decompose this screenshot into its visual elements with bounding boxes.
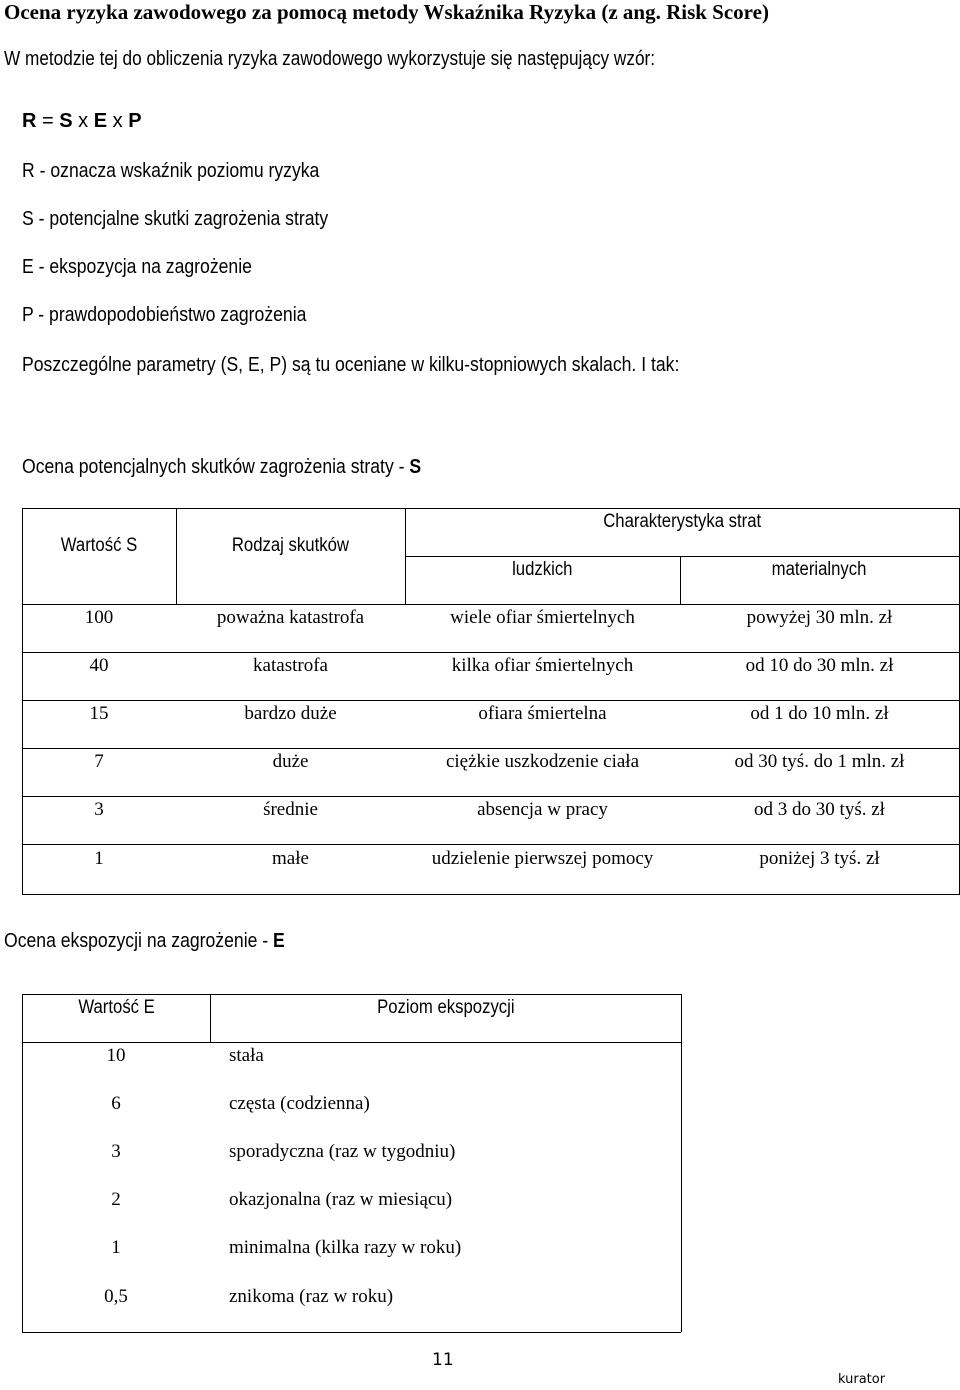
cell-human-loss: absencja w pracy: [477, 799, 608, 820]
section-e-heading-text: Ocena ekspozycji na zagrożenie -: [4, 930, 274, 952]
table-s-border-bottom: [22, 894, 960, 895]
header-value-s: Wartość S: [60, 535, 138, 556]
cell-material-loss: od 30 tyś. do 1 mln. zł: [734, 751, 905, 772]
page-number: 11: [432, 1350, 454, 1370]
formula-r: R: [22, 110, 37, 132]
table-s-subheader-line: [405, 556, 960, 557]
table-s-row-line: [22, 796, 960, 797]
formula-s: S: [59, 110, 73, 132]
definition-p: P - prawdopodobieństwo zagrożenia: [22, 304, 307, 326]
cell-value: 0,5: [104, 1286, 128, 1307]
cell-value: 6: [111, 1093, 121, 1114]
intro-text: W metodzie tej do obliczenia ryzyka zawodowego wykorzystuje się następujący wzór:: [4, 48, 656, 70]
formula: [22, 110, 142, 133]
cell-value: 1: [111, 1237, 121, 1258]
header-human-losses: ludzkich: [512, 559, 573, 580]
cell-value: 10: [106, 1045, 126, 1066]
header-value-e: Wartość E: [78, 997, 155, 1018]
formula-e: E: [93, 110, 108, 132]
cell-value: 2: [111, 1189, 121, 1210]
table-s-row-line: [22, 700, 960, 701]
cell-human-loss: ofiara śmiertelna: [478, 703, 607, 724]
cell-value: 15: [89, 703, 109, 724]
header-loss-characteristics: Charakterystyka strat: [603, 511, 762, 532]
header-effect-type: Rodzaj skutków: [231, 535, 349, 556]
table-s-header-bottom: [22, 604, 960, 605]
cell-human-loss: ciężkie uszkodzenie ciała: [445, 751, 640, 772]
table-s-border-top: [22, 508, 960, 509]
table-e-border-top: [22, 994, 681, 995]
formula-x1: x: [72, 110, 94, 132]
cell-material-loss: od 10 do 30 mln. zł: [745, 655, 894, 676]
cell-value: 3: [94, 799, 104, 820]
cell-material-loss: od 1 do 10 mln. zł: [750, 703, 889, 724]
table-e-header-bottom: [22, 1042, 681, 1043]
cell-material-loss: powyżej 30 mln. zł: [746, 607, 893, 628]
cell-effect-type: średnie: [263, 799, 318, 820]
cell-human-loss: wiele ofiar śmiertelnych: [450, 607, 635, 628]
cell-effect-type: duże: [272, 751, 309, 772]
formula-p: P: [128, 110, 142, 132]
table-s-border-left: [22, 508, 23, 894]
section-e-heading: [4, 930, 285, 953]
parameters-note: Poszczególne parametry (S, E, P) są tu oceniane w kilku-stopniowych skalach. I tak:: [22, 354, 680, 376]
cell-effect-type: katastrofa: [253, 655, 328, 676]
section-s-heading: [22, 456, 421, 479]
table-s-row-line: [22, 748, 960, 749]
table-s-row-line: [22, 844, 960, 845]
cell-value: 100: [84, 607, 114, 628]
cell-value: 40: [89, 655, 109, 676]
section-e-heading-letter: E: [273, 930, 285, 952]
table-e-border-bottom: [22, 1332, 681, 1333]
cell-material-loss: poniżej 3 tyś. zł: [759, 848, 880, 869]
section-s-heading-letter: S: [409, 456, 422, 478]
cell-value: 1: [94, 848, 104, 869]
table-s-row-line: [22, 652, 960, 653]
cell-exposure-level: okazjonalna (raz w miesiącu): [229, 1189, 453, 1210]
cell-effect-type: małe: [272, 848, 309, 869]
cell-human-loss: udzielenie pierwszej pomocy: [431, 848, 654, 869]
cell-exposure-level: znikoma (raz w roku): [229, 1286, 394, 1307]
cell-exposure-level: minimalna (kilka razy w roku): [229, 1237, 462, 1258]
cell-exposure-level: częsta (codzienna): [229, 1093, 370, 1114]
cell-value: 7: [94, 751, 104, 772]
definition-s: S - potencjalne skutki zagrożenia straty: [22, 208, 329, 230]
cell-value: 3: [111, 1141, 121, 1162]
cell-exposure-level: stała: [229, 1045, 264, 1066]
header-material-losses: materialnych: [771, 559, 867, 580]
cell-material-loss: od 3 do 30 tyś. zł: [754, 799, 885, 820]
section-s-heading-text: Ocena potencjalnych skutków zagrożenia straty -: [22, 456, 410, 478]
definition-r: R - oznacza wskaźnik poziomu ryzyka: [22, 160, 320, 182]
footer-watermark: kurator: [838, 1372, 886, 1387]
definition-e: E - ekspozycja na zagrożenie: [22, 256, 252, 278]
header-exposure-level: Poziom ekspozycji: [377, 997, 515, 1018]
cell-human-loss: kilka ofiar śmiertelnych: [451, 655, 634, 676]
page-title: Ocena ryzyka zawodowego za pomocą metody Wskaźnika Ryzyka (z ang. Risk Score): [4, 0, 769, 24]
cell-exposure-level: sporadyczna (raz w tygodniu): [229, 1141, 456, 1162]
cell-effect-type: bardzo duże: [244, 703, 337, 724]
cell-effect-type: poważna katastrofa: [216, 607, 365, 628]
formula-x2: x: [107, 110, 129, 132]
formula-eq: =: [36, 110, 60, 132]
table-e-border-right: [681, 994, 682, 1332]
